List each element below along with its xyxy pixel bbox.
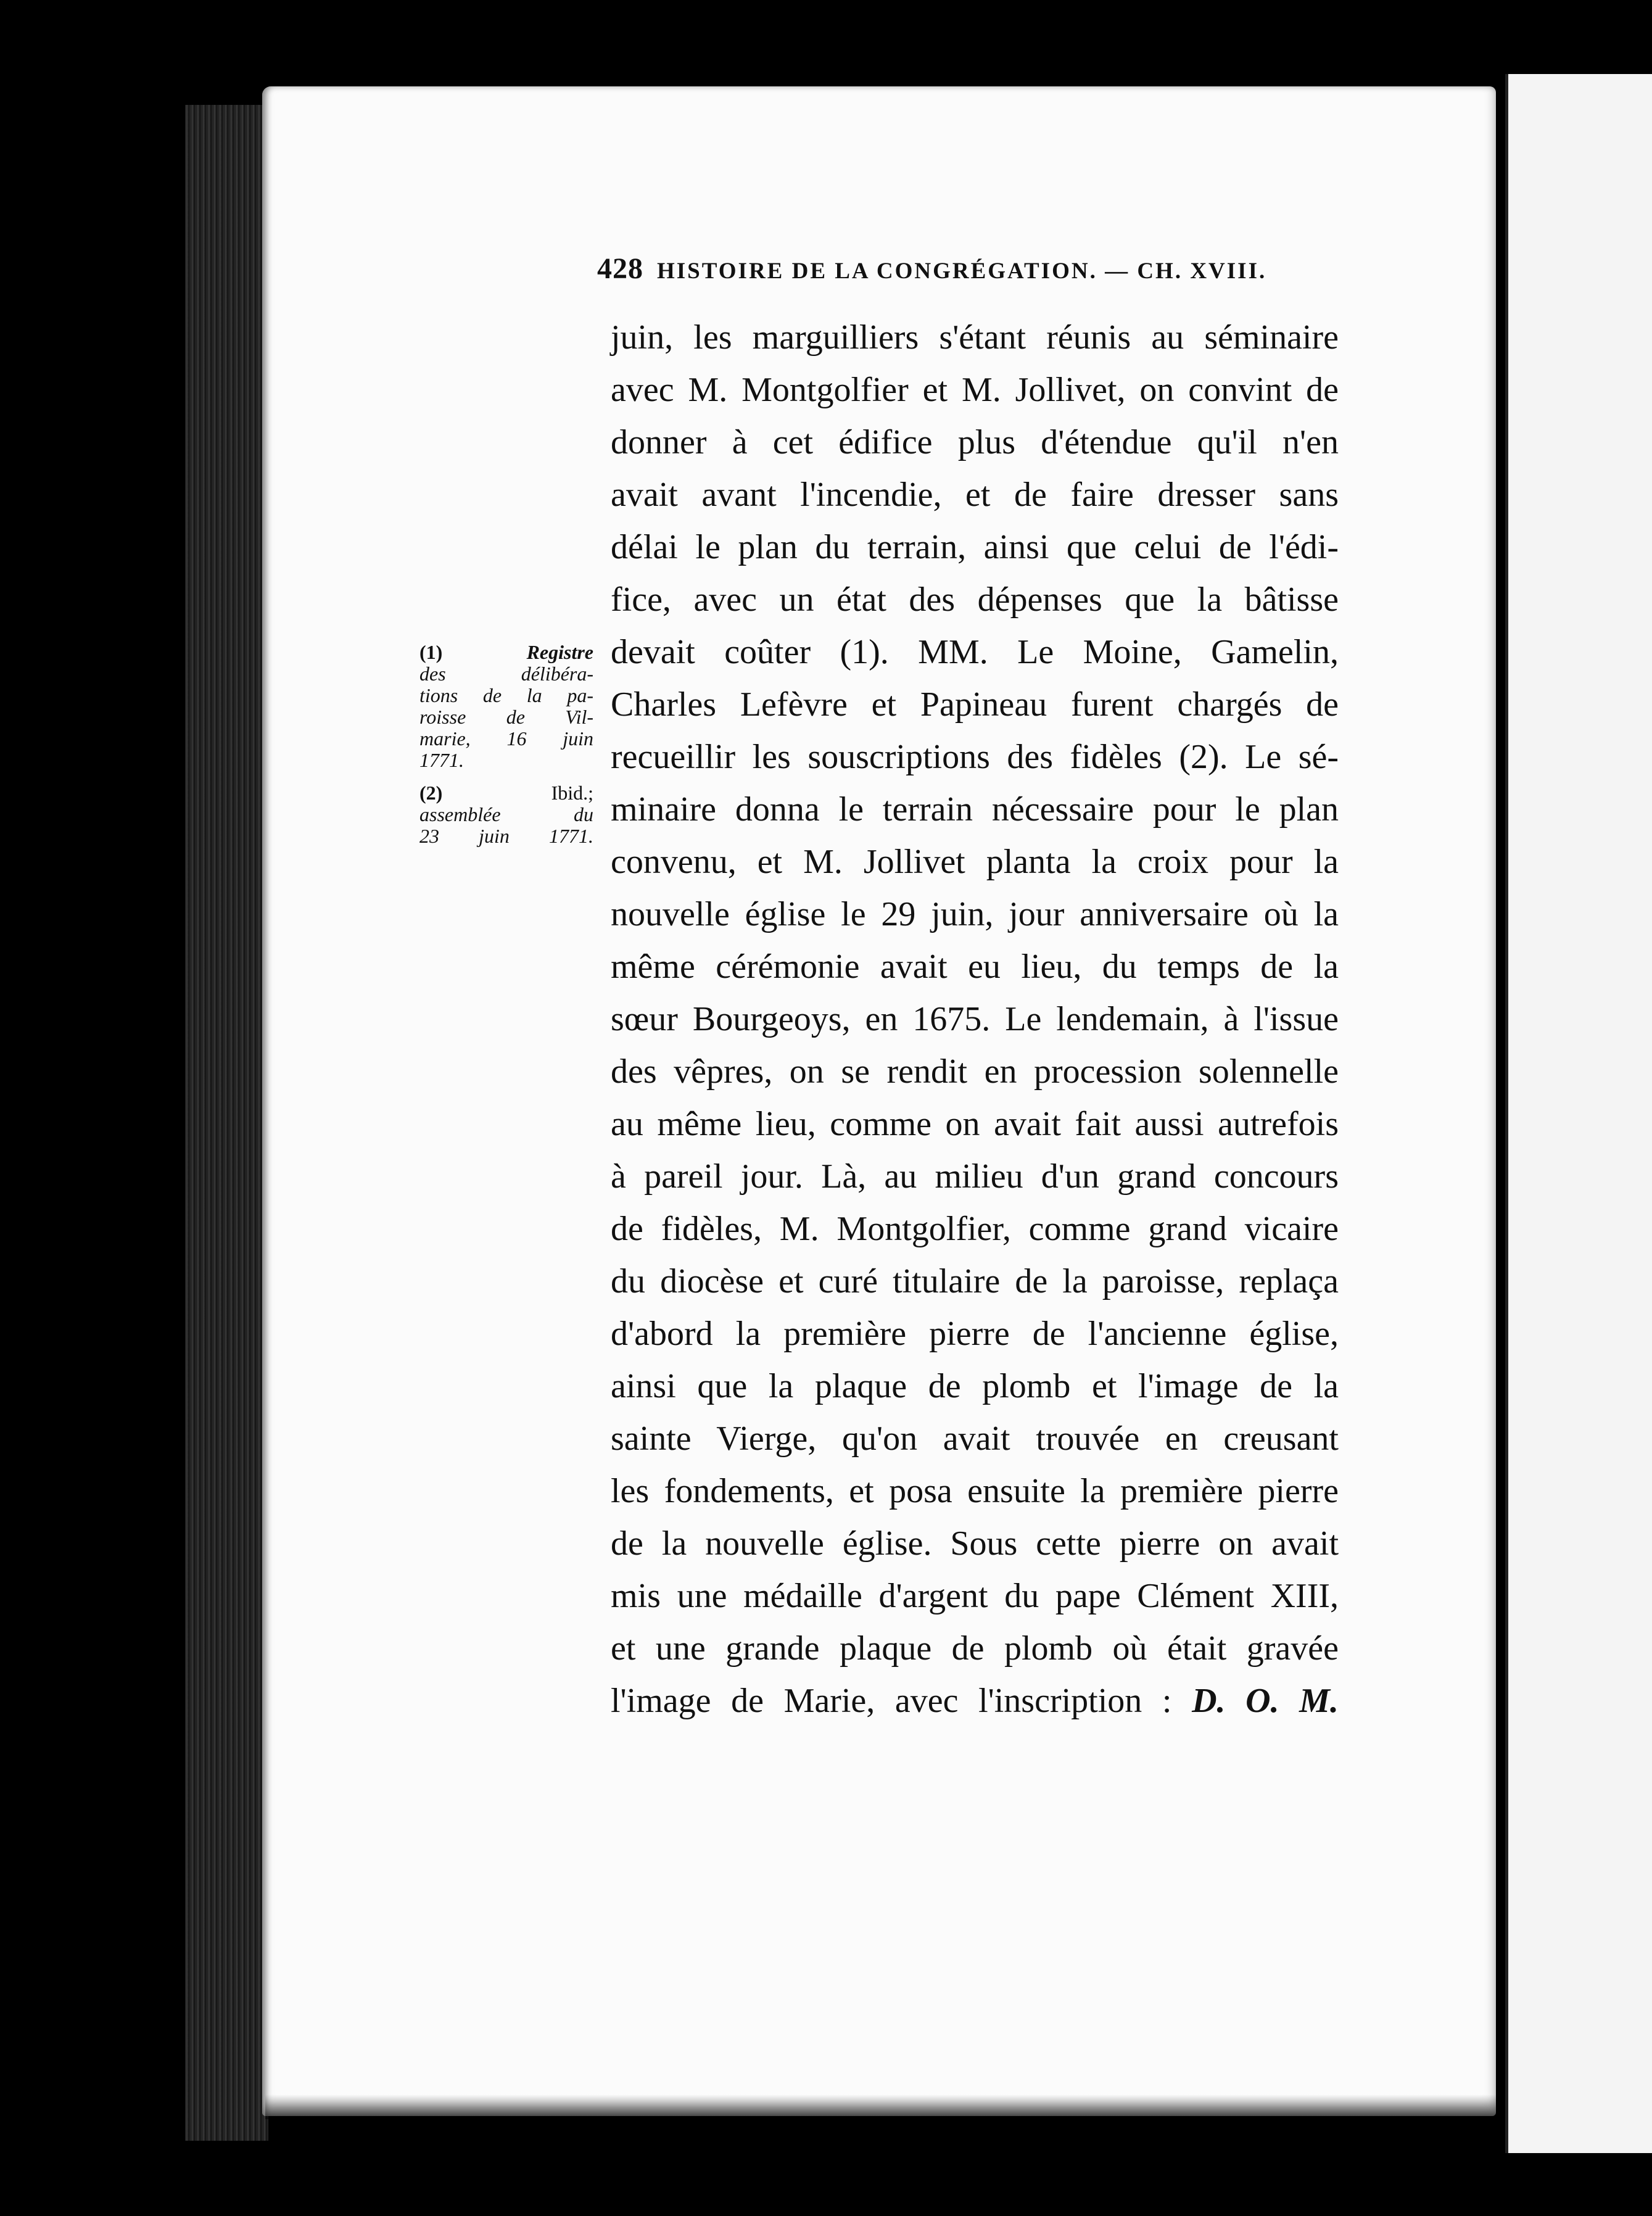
body-line: de fidèles, M. Montgolfier, comme grand vicaire	[611, 1210, 1339, 1248]
note-line: marie, 16 juin	[419, 727, 593, 750]
body-line: minaire donna le terrain nécessaire pour le plan	[611, 790, 1339, 829]
body-line: juin, les marguilliers s'étant réunis au séminaire	[611, 318, 1339, 357]
body-line: mis une médaille d'argent du pape Clément XIII,	[611, 1577, 1339, 1615]
body-line: sœur Bourgeoys, en 1675. Le lendemain, à l'issue	[611, 1000, 1339, 1038]
page-number: 428	[597, 252, 643, 285]
note-line: (2) Ibid.;	[419, 782, 593, 804]
note-line: 23 juin 1771.	[419, 825, 593, 847]
body-line: avec M. Montgolfier et M. Jollivet, on convint de	[611, 371, 1339, 409]
body-line: sainte Vierge, qu'on avait trouvée en creusant	[611, 1420, 1339, 1458]
note-line: roisse de Vil-	[419, 706, 593, 728]
body-line: de la nouvelle église. Sous cette pierre on avait	[611, 1524, 1339, 1563]
facing-page-edge	[1505, 74, 1652, 2153]
page-bottom-shadow	[265, 2094, 1505, 2119]
margin-notes	[419, 642, 593, 858]
body-line: et une grande plaque de plomb où était gravée	[611, 1629, 1339, 1668]
book-binding-edge	[185, 105, 268, 2141]
running-title: HISTOIRE DE LA CONGRÉGATION. — CH. XVIII.	[657, 258, 1267, 284]
note-line: tions de la pa-	[419, 684, 593, 706]
margin-note-1	[419, 642, 593, 771]
body-line: recueillir les souscriptions des fidèles (2). Le sé-	[611, 738, 1339, 776]
body-line: au même lieu, comme on avait fait aussi autrefois	[611, 1105, 1339, 1143]
body-line: du diocèse et curé titulaire de la paroisse, replaça	[611, 1262, 1339, 1300]
body-text	[611, 312, 1339, 1727]
body-line: nouvelle église le 29 juin, jour anniversaire où la	[611, 895, 1339, 933]
body-line: devait coûter (1). MM. Le Moine, Gamelin,	[611, 633, 1339, 671]
body-line: même cérémonie avait eu lieu, du temps de la	[611, 948, 1339, 986]
note-line: 1771.	[419, 749, 464, 771]
margin-note-2	[419, 782, 593, 847]
running-head	[597, 252, 1337, 286]
note-line: assemblée du	[419, 803, 593, 825]
note-line: (1) Registre	[419, 641, 593, 663]
body-line: ainsi que la plaque de plomb et l'image de la	[611, 1367, 1339, 1405]
body-line: les fondements, et posa ensuite la première pierre	[611, 1472, 1339, 1510]
body-line: d'abord la première pierre de l'ancienne église,	[611, 1315, 1339, 1353]
body-line: délai le plan du terrain, ainsi que celui de l'édi-	[611, 528, 1339, 566]
body-line: Charles Lefèvre et Papineau furent chargés de	[611, 685, 1339, 724]
body-line-last: l'image de Marie, avec l'inscription : D. O. M.	[611, 1682, 1339, 1720]
body-line: convenu, et M. Jollivet planta la croix pour la	[611, 843, 1339, 881]
body-line: avait avant l'incendie, et de faire dresser sans	[611, 476, 1339, 514]
body-line: fice, avec un état des dépenses que la bâtisse	[611, 581, 1339, 619]
body-line: à pareil jour. Là, au milieu d'un grand concours	[611, 1157, 1339, 1196]
body-line: des vêpres, on se rendit en procession solennelle	[611, 1052, 1339, 1091]
body-line: donner à cet édifice plus d'étendue qu'il n'en	[611, 423, 1339, 461]
note-line: des délibéra-	[419, 663, 593, 685]
